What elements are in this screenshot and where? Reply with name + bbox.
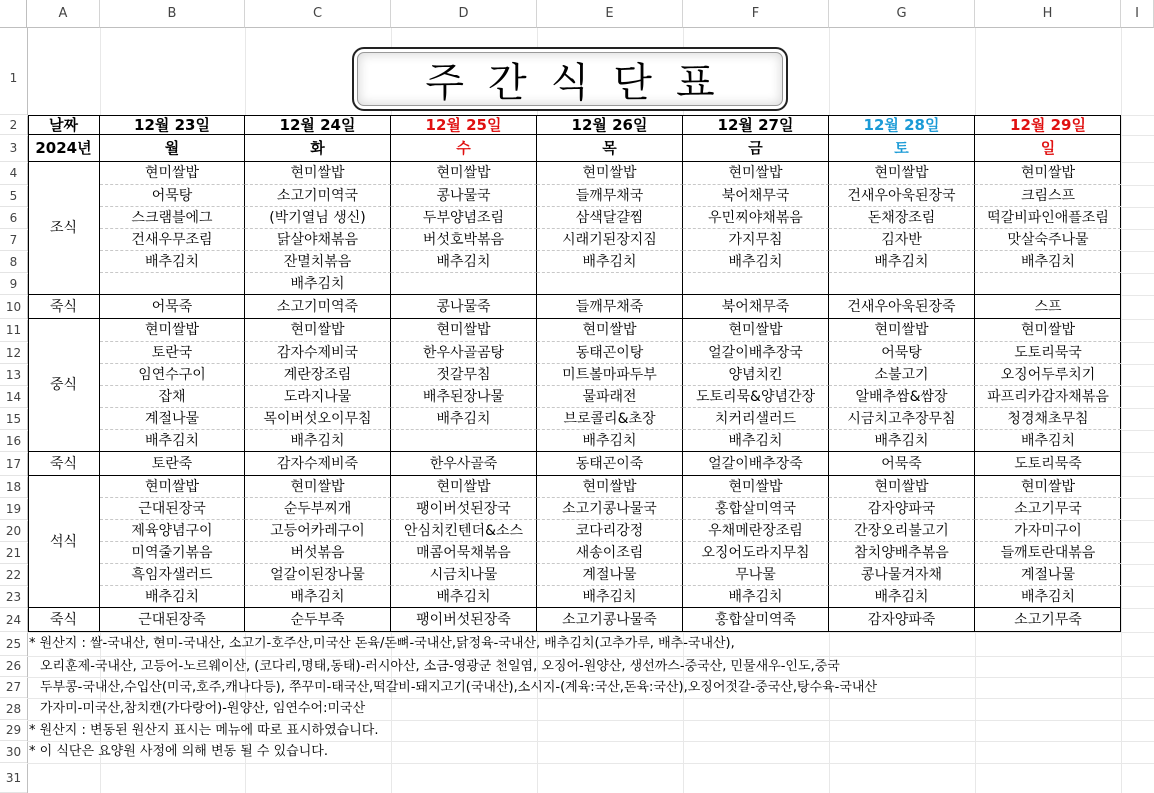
menu-item[interactable]: 소고기무국 bbox=[975, 498, 1121, 520]
row-header-15[interactable]: 15 bbox=[0, 408, 27, 430]
menu-item[interactable]: 참치양배추볶음 bbox=[829, 542, 975, 564]
menu-item[interactable]: 흑임자샐러드 bbox=[100, 564, 245, 586]
note-line[interactable]: * 원산지 : 변동된 원산지 표시는 메뉴에 따로 표시하였습니다. bbox=[29, 723, 379, 738]
row-header-1[interactable]: 1 bbox=[0, 28, 27, 115]
menu-item[interactable]: 물파래전 bbox=[537, 386, 683, 408]
row-header-18[interactable]: 18 bbox=[0, 476, 27, 498]
menu-item[interactable]: 소고기콩나물국 bbox=[537, 498, 683, 520]
row-header-29[interactable]: 29 bbox=[0, 720, 27, 741]
row-header-6[interactable]: 6 bbox=[0, 207, 27, 229]
menu-item[interactable]: 현미쌀밥 bbox=[391, 162, 537, 185]
menu-item[interactable]: 미트볼마파두부 bbox=[537, 364, 683, 386]
row-header-21[interactable]: 21 bbox=[0, 542, 27, 564]
menu-item[interactable]: 현미쌀밥 bbox=[683, 162, 829, 185]
menu-item[interactable]: 현미쌀밥 bbox=[537, 162, 683, 185]
row-header-23[interactable]: 23 bbox=[0, 586, 27, 608]
menu-item[interactable]: 매콤어묵채볶음 bbox=[391, 542, 537, 564]
menu-item[interactable]: 배추김치 bbox=[245, 273, 391, 295]
menu-item[interactable]: 동태곤이탕 bbox=[537, 342, 683, 364]
menu-item[interactable]: 팽이버섯된장국 bbox=[391, 498, 537, 520]
menu-item[interactable]: 배추김치 bbox=[100, 251, 245, 273]
menu-item[interactable]: 들깨무채국 bbox=[537, 185, 683, 207]
menu-item[interactable]: 현미쌀밥 bbox=[391, 319, 537, 342]
menu-item[interactable] bbox=[683, 273, 829, 295]
menu-item[interactable]: 크림스프 bbox=[975, 185, 1121, 207]
menu-item[interactable]: 어묵탕 bbox=[829, 342, 975, 364]
row-header-25[interactable]: 25 bbox=[0, 632, 27, 656]
menu-item[interactable]: 감자수제비국 bbox=[245, 342, 391, 364]
menu-item[interactable]: 계절나물 bbox=[975, 564, 1121, 586]
menu-item[interactable]: 현미쌀밥 bbox=[829, 162, 975, 185]
row-header-5[interactable]: 5 bbox=[0, 185, 27, 207]
gridline-vertical bbox=[1121, 28, 1122, 793]
date-header[interactable]: 12월 27일 bbox=[683, 115, 829, 135]
menu-item[interactable]: 배추김치 bbox=[537, 430, 683, 452]
day-header[interactable]: 화 bbox=[245, 135, 391, 162]
porridge-item[interactable]: 얼갈이배추장죽 bbox=[683, 452, 829, 476]
column-header-h[interactable]: H bbox=[975, 0, 1121, 28]
day-header[interactable]: 일 bbox=[975, 135, 1121, 162]
row-header-27[interactable]: 27 bbox=[0, 677, 27, 698]
menu-item[interactable]: 홍합살미역국 bbox=[683, 498, 829, 520]
menu-item[interactable]: 어묵탕 bbox=[100, 185, 245, 207]
menu-item[interactable]: 시금치고추장무침 bbox=[829, 408, 975, 430]
meal-label[interactable]: 죽식 bbox=[28, 452, 100, 476]
day-header[interactable]: 금 bbox=[683, 135, 829, 162]
title-box[interactable]: 주간식단표 bbox=[352, 47, 788, 111]
row-header-2[interactable]: 2 bbox=[0, 115, 27, 135]
date-header[interactable]: 12월 26일 bbox=[537, 115, 683, 135]
menu-item[interactable]: 현미쌀밥 bbox=[100, 319, 245, 342]
menu-item[interactable] bbox=[975, 273, 1121, 295]
porridge-item[interactable]: 근대된장죽 bbox=[100, 608, 245, 632]
menu-item[interactable]: 젓갈무침 bbox=[391, 364, 537, 386]
menu-item[interactable]: 가지무침 bbox=[683, 229, 829, 251]
menu-item[interactable]: 도토리묵국 bbox=[975, 342, 1121, 364]
menu-item[interactable]: 북어채무국 bbox=[683, 185, 829, 207]
menu-item[interactable]: 현미쌀밥 bbox=[537, 476, 683, 498]
menu-item[interactable]: 감자양파국 bbox=[829, 498, 975, 520]
menu-item[interactable]: 계절나물 bbox=[100, 408, 245, 430]
menu-item[interactable]: 삼색달걀찜 bbox=[537, 207, 683, 229]
menu-item[interactable]: 제육양념구이 bbox=[100, 520, 245, 542]
column-header-b[interactable]: B bbox=[100, 0, 245, 28]
menu-item[interactable]: 닭살야채볶음 bbox=[245, 229, 391, 251]
note-line[interactable]: * 원산지 : 쌀-국내산, 현미-국내산, 소고기-호주산,미국산 돈육/돈뼈-국내산,닭정육-국내산, 배추김치(고추가루, 배추-국내산), bbox=[29, 636, 735, 651]
meal-label[interactable]: 조식 bbox=[28, 162, 100, 295]
menu-item[interactable]: 현미쌀밥 bbox=[683, 319, 829, 342]
menu-item[interactable]: 오징어두루치기 bbox=[975, 364, 1121, 386]
menu-item[interactable]: 간장오리불고기 bbox=[829, 520, 975, 542]
menu-item[interactable]: 배추김치 bbox=[975, 586, 1121, 608]
column-header-a[interactable]: A bbox=[27, 0, 100, 28]
porridge-item[interactable]: 소고기미역죽 bbox=[245, 295, 391, 319]
date-header[interactable]: 12월 29일 bbox=[975, 115, 1121, 135]
menu-item[interactable]: 소불고기 bbox=[829, 364, 975, 386]
column-header-f[interactable]: F bbox=[683, 0, 829, 28]
menu-item[interactable]: 무나물 bbox=[683, 564, 829, 586]
menu-item[interactable]: 계절나물 bbox=[537, 564, 683, 586]
menu-item[interactable]: 배추김치 bbox=[975, 251, 1121, 273]
row-header-8[interactable]: 8 bbox=[0, 251, 27, 273]
meal-label[interactable]: 중식 bbox=[28, 319, 100, 452]
menu-item[interactable]: 순두부찌개 bbox=[245, 498, 391, 520]
column-header-g[interactable]: G bbox=[829, 0, 975, 28]
row-header-16[interactable]: 16 bbox=[0, 430, 27, 452]
row-header-9[interactable]: 9 bbox=[0, 273, 27, 295]
day-header[interactable]: 토 bbox=[829, 135, 975, 162]
menu-item[interactable]: 버섯볶음 bbox=[245, 542, 391, 564]
menu-item[interactable]: 청경채초무침 bbox=[975, 408, 1121, 430]
date-header[interactable]: 12월 24일 bbox=[245, 115, 391, 135]
porridge-item[interactable]: 북어채무죽 bbox=[683, 295, 829, 319]
menu-item[interactable]: 우민찌야채볶음 bbox=[683, 207, 829, 229]
menu-item[interactable]: 배추김치 bbox=[683, 251, 829, 273]
menu-item[interactable]: 가자미구이 bbox=[975, 520, 1121, 542]
menu-item[interactable]: (박기열님 생신) bbox=[245, 207, 391, 229]
menu-item[interactable]: 현미쌀밥 bbox=[100, 476, 245, 498]
row-header-20[interactable]: 20 bbox=[0, 520, 27, 542]
porridge-item[interactable]: 들깨무채죽 bbox=[537, 295, 683, 319]
date-header[interactable]: 12월 23일 bbox=[100, 115, 245, 135]
porridge-item[interactable]: 토란죽 bbox=[100, 452, 245, 476]
menu-item[interactable]: 건새우무조림 bbox=[100, 229, 245, 251]
select-all-corner[interactable] bbox=[0, 0, 27, 28]
gridline-horizontal bbox=[27, 763, 1154, 764]
menu-item[interactable]: 배추김치 bbox=[537, 586, 683, 608]
row-header-31[interactable]: 31 bbox=[0, 763, 27, 793]
menu-item[interactable] bbox=[100, 273, 245, 295]
porridge-item[interactable]: 소고기콩나물죽 bbox=[537, 608, 683, 632]
meal-label[interactable]: 죽식 bbox=[28, 608, 100, 632]
row-header-26[interactable]: 26 bbox=[0, 656, 27, 677]
menu-item[interactable]: 양념치킨 bbox=[683, 364, 829, 386]
menu-item[interactable]: 토란국 bbox=[100, 342, 245, 364]
menu-item[interactable]: 잡채 bbox=[100, 386, 245, 408]
menu-item[interactable]: 도라지나물 bbox=[245, 386, 391, 408]
porridge-item[interactable]: 동태곤이죽 bbox=[537, 452, 683, 476]
row-header-28[interactable]: 28 bbox=[0, 698, 27, 720]
menu-item[interactable]: 근대된장국 bbox=[100, 498, 245, 520]
menu-item[interactable]: 알배추쌈&쌈장 bbox=[829, 386, 975, 408]
day-header[interactable]: 수 bbox=[391, 135, 537, 162]
menu-item[interactable]: 안심치킨텐더&소스 bbox=[391, 520, 537, 542]
year-label[interactable]: 2024년 bbox=[28, 135, 100, 162]
day-header[interactable]: 월 bbox=[100, 135, 245, 162]
menu-item[interactable]: 현미쌀밥 bbox=[975, 162, 1121, 185]
menu-item[interactable]: 현미쌀밥 bbox=[537, 319, 683, 342]
date-header[interactable]: 12월 25일 bbox=[391, 115, 537, 135]
menu-item[interactable]: 콩나물겨자채 bbox=[829, 564, 975, 586]
menu-item[interactable]: 배추김치 bbox=[100, 430, 245, 452]
menu-item[interactable]: 현미쌀밥 bbox=[683, 476, 829, 498]
menu-item[interactable]: 얼갈이배추장국 bbox=[683, 342, 829, 364]
note-line[interactable]: 오리훈제-국내산, 고등어-노르웨이산, (코다리,명태,동태)-러시아산, 소금-영광군 천일염, 오징어-원양산, 생선까스-중국산, 민물새우-인도,중국 bbox=[40, 659, 840, 674]
menu-item[interactable]: 현미쌀밥 bbox=[829, 476, 975, 498]
menu-item[interactable]: 치커리샐러드 bbox=[683, 408, 829, 430]
row-header-19[interactable]: 19 bbox=[0, 498, 27, 520]
row-header-22[interactable]: 22 bbox=[0, 564, 27, 586]
menu-item[interactable]: 현미쌀밥 bbox=[829, 319, 975, 342]
menu-item[interactable]: 미역줄기볶음 bbox=[100, 542, 245, 564]
menu-item[interactable]: 배추김치 bbox=[391, 251, 537, 273]
menu-item[interactable]: 두부양념조림 bbox=[391, 207, 537, 229]
menu-item[interactable]: 도토리묵&양념간장 bbox=[683, 386, 829, 408]
porridge-item[interactable]: 한우사골죽 bbox=[391, 452, 537, 476]
menu-item[interactable]: 새송이조림 bbox=[537, 542, 683, 564]
row-header-7[interactable]: 7 bbox=[0, 229, 27, 251]
menu-item[interactable]: 계란장조림 bbox=[245, 364, 391, 386]
row-header-13[interactable]: 13 bbox=[0, 364, 27, 386]
menu-item[interactable]: 배추김치 bbox=[391, 586, 537, 608]
menu-item[interactable]: 배추김치 bbox=[683, 430, 829, 452]
column-header-e[interactable]: E bbox=[537, 0, 683, 28]
menu-item[interactable]: 고등어카레구이 bbox=[245, 520, 391, 542]
menu-item[interactable]: 우채메란장조림 bbox=[683, 520, 829, 542]
menu-item[interactable]: 들깨토란대볶음 bbox=[975, 542, 1121, 564]
menu-item[interactable] bbox=[829, 273, 975, 295]
menu-item[interactable]: 맛살숙주나물 bbox=[975, 229, 1121, 251]
menu-item[interactable] bbox=[537, 273, 683, 295]
row-header-12[interactable]: 12 bbox=[0, 342, 27, 364]
menu-item[interactable]: 목이버섯오이무침 bbox=[245, 408, 391, 430]
column-header-c[interactable]: C bbox=[245, 0, 391, 28]
menu-item[interactable]: 파프리카감자채볶음 bbox=[975, 386, 1121, 408]
row-header-11[interactable]: 11 bbox=[0, 319, 27, 342]
porridge-item[interactable]: 순두부죽 bbox=[245, 608, 391, 632]
menu-item[interactable]: 떡갈비파인애플조림 bbox=[975, 207, 1121, 229]
menu-item[interactable]: 콩나물국 bbox=[391, 185, 537, 207]
menu-item[interactable]: 배추김치 bbox=[829, 430, 975, 452]
menu-item[interactable]: 배추김치 bbox=[245, 586, 391, 608]
menu-item[interactable]: 배추김치 bbox=[391, 408, 537, 430]
menu-item[interactable]: 건새우아욱된장국 bbox=[829, 185, 975, 207]
row-header-10[interactable]: 10 bbox=[0, 295, 27, 319]
menu-item[interactable]: 시래기된장지짐 bbox=[537, 229, 683, 251]
menu-item[interactable]: 배추김치 bbox=[100, 586, 245, 608]
porridge-item[interactable]: 감자수제비죽 bbox=[245, 452, 391, 476]
row-header-17[interactable]: 17 bbox=[0, 452, 27, 476]
menu-item[interactable]: 현미쌀밥 bbox=[975, 476, 1121, 498]
column-header-i[interactable]: I bbox=[1121, 0, 1154, 28]
menu-item[interactable]: 배추김치 bbox=[829, 251, 975, 273]
menu-item[interactable]: 배추된장나물 bbox=[391, 386, 537, 408]
note-line[interactable]: * 이 식단은 요양원 사정에 의해 변동 될 수 있습니다. bbox=[29, 744, 328, 759]
row-header-14[interactable]: 14 bbox=[0, 386, 27, 408]
column-header-d[interactable]: D bbox=[391, 0, 537, 28]
menu-item[interactable]: 잔멸치볶음 bbox=[245, 251, 391, 273]
note-line[interactable]: 두부콩-국내산,수입산(미국,호주,캐나다등), 쭈꾸미-태국산,떡갈비-돼지고기(국내산),소시지-(계육:국산,돈육:국산),오징어젓갈-중국산,탕수육-국내산 bbox=[40, 680, 878, 695]
menu-item[interactable] bbox=[391, 430, 537, 452]
row-header-30[interactable]: 30 bbox=[0, 741, 27, 763]
menu-item[interactable]: 오징어도라지무침 bbox=[683, 542, 829, 564]
menu-item[interactable]: 배추김치 bbox=[829, 586, 975, 608]
menu-item[interactable]: 한우사골곰탕 bbox=[391, 342, 537, 364]
porridge-item[interactable]: 콩나물죽 bbox=[391, 295, 537, 319]
porridge-item[interactable]: 감자양파죽 bbox=[829, 608, 975, 632]
meal-label[interactable]: 죽식 bbox=[28, 295, 100, 319]
menu-item[interactable]: 얼갈이된장나물 bbox=[245, 564, 391, 586]
row-header-3[interactable]: 3 bbox=[0, 135, 27, 162]
porridge-item[interactable]: 어묵죽 bbox=[829, 452, 975, 476]
porridge-item[interactable]: 소고기무죽 bbox=[975, 608, 1121, 632]
porridge-item[interactable]: 홍합살미역죽 bbox=[683, 608, 829, 632]
menu-item[interactable]: 현미쌀밥 bbox=[245, 319, 391, 342]
menu-item[interactable]: 임연수구이 bbox=[100, 364, 245, 386]
porridge-item[interactable]: 스프 bbox=[975, 295, 1121, 319]
row-header-24[interactable]: 24 bbox=[0, 608, 27, 632]
porridge-item[interactable]: 도토리묵죽 bbox=[975, 452, 1121, 476]
menu-item[interactable]: 배추김치 bbox=[537, 251, 683, 273]
date-header[interactable]: 12월 28일 bbox=[829, 115, 975, 135]
menu-item[interactable]: 소고기미역국 bbox=[245, 185, 391, 207]
porridge-item[interactable]: 팽이버섯된장죽 bbox=[391, 608, 537, 632]
row-header-4[interactable]: 4 bbox=[0, 162, 27, 185]
menu-item[interactable] bbox=[391, 273, 537, 295]
date-label[interactable]: 날짜 bbox=[28, 115, 100, 135]
menu-item[interactable]: 코다리강정 bbox=[537, 520, 683, 542]
menu-item[interactable]: 배추김치 bbox=[975, 430, 1121, 452]
menu-item[interactable]: 현미쌀밥 bbox=[391, 476, 537, 498]
day-header[interactable]: 목 bbox=[537, 135, 683, 162]
menu-item[interactable]: 시금치나물 bbox=[391, 564, 537, 586]
meal-label[interactable]: 석식 bbox=[28, 476, 100, 608]
menu-item[interactable]: 배추김치 bbox=[245, 430, 391, 452]
menu-item[interactable]: 현미쌀밥 bbox=[245, 162, 391, 185]
menu-item[interactable]: 버섯호박볶음 bbox=[391, 229, 537, 251]
menu-item[interactable]: 스크램블에그 bbox=[100, 207, 245, 229]
menu-item[interactable]: 현미쌀밥 bbox=[245, 476, 391, 498]
menu-item[interactable]: 현미쌀밥 bbox=[975, 319, 1121, 342]
menu-item[interactable]: 김자반 bbox=[829, 229, 975, 251]
note-line[interactable]: 가자미-미국산,참치캔(가다랑어)-원양산, 임연수어:미국산 bbox=[40, 701, 366, 716]
menu-item[interactable]: 배추김치 bbox=[683, 586, 829, 608]
menu-item[interactable]: 현미쌀밥 bbox=[100, 162, 245, 185]
porridge-item[interactable]: 어묵죽 bbox=[100, 295, 245, 319]
menu-item[interactable]: 돈채장조림 bbox=[829, 207, 975, 229]
porridge-item[interactable]: 건새우아욱된장죽 bbox=[829, 295, 975, 319]
menu-item[interactable]: 브로콜리&초장 bbox=[537, 408, 683, 430]
